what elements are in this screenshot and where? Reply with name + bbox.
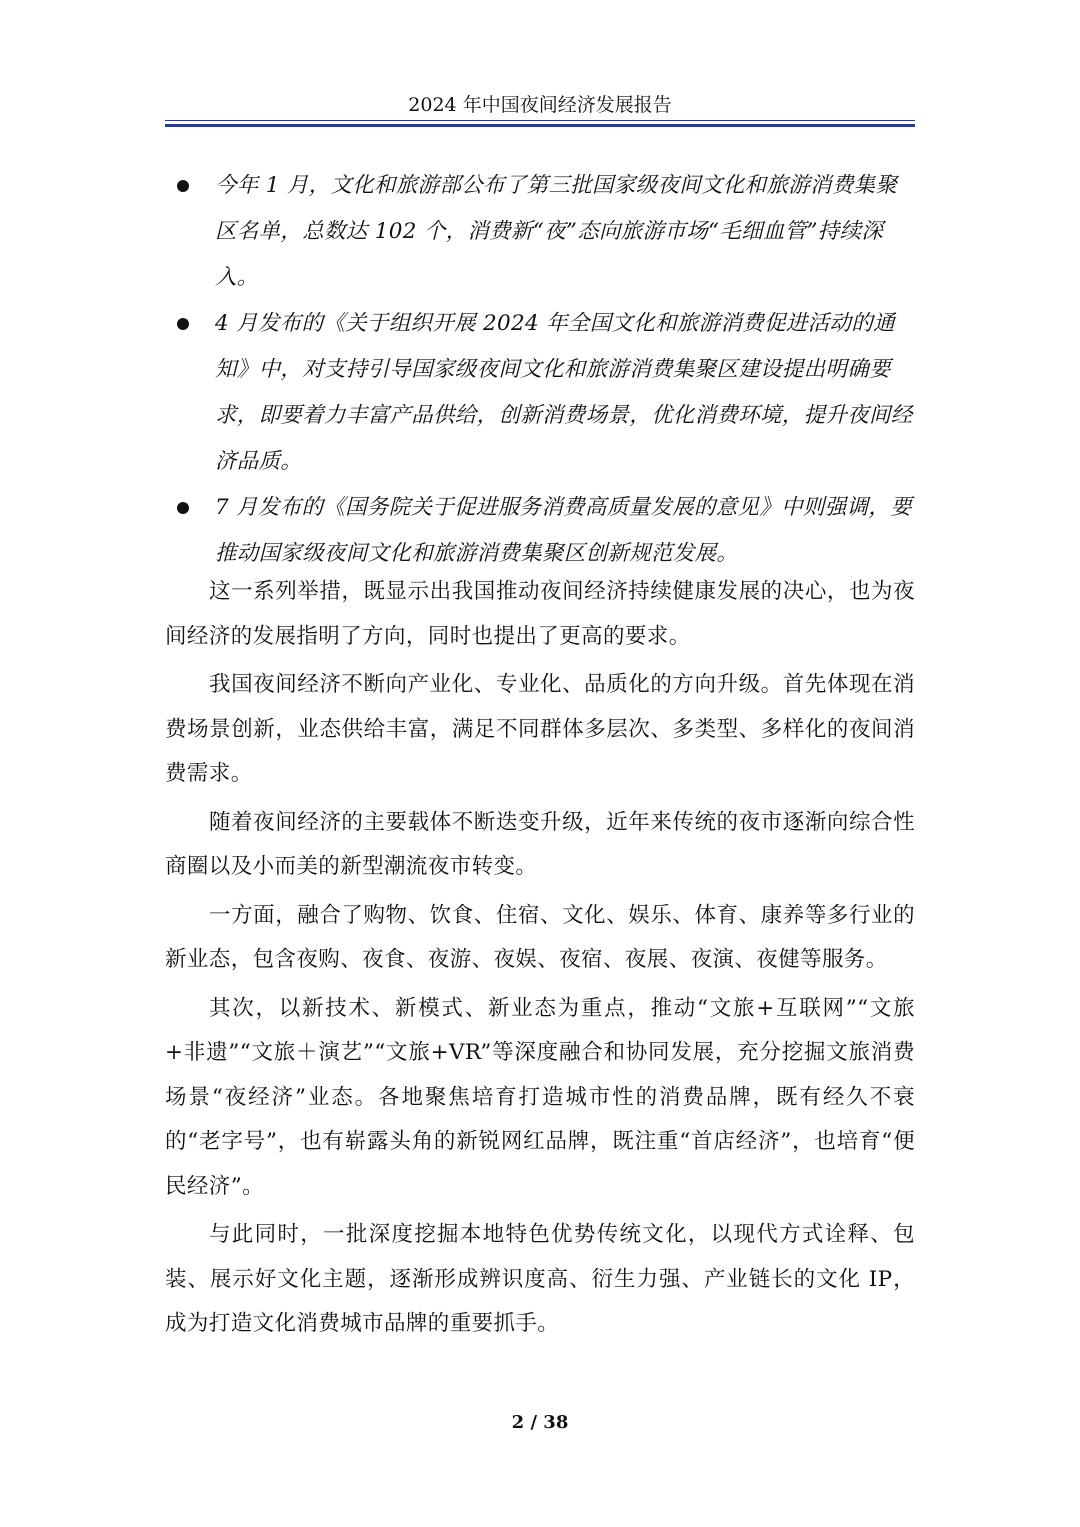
bullet-item <box>165 163 915 301</box>
bullet-text: 7 月发布的《国务院关于促进服务消费高质量发展的意见》中则强调，要推动国家级夜间文化和旅游消费集聚区创新规范发展。 <box>215 495 912 566</box>
bullet-list <box>165 163 915 577</box>
page-header-title: 2024 年中国夜间经济发展报告 <box>408 94 672 116</box>
bullet-dot-icon <box>177 180 189 192</box>
bullet-text: 今年 1 月，文化和旅游部公布了第三批国家级夜间文化和旅游消费集聚区名单，总数达 102 个，消费新“夜”态向旅游市场“毛细血管”持续深入。 <box>215 173 898 290</box>
header-rule-thick <box>165 124 915 127</box>
paragraph: 我国夜间经济不断向产业化、专业化、品质化的方向升级。首先体现在消费场景创新，业态供给丰富，满足不同群体多层次、多类型、多样化的夜间消费需求。 <box>165 672 915 786</box>
bullet-dot-icon <box>177 318 189 330</box>
paragraph: 一方面，融合了购物、饮食、住宿、文化、娱乐、体育、康养等多行业的新业态，包含夜购、夜食、夜游、夜娱、夜宿、夜展、夜演、夜健等服务。 <box>165 902 915 972</box>
bullet-item <box>165 485 915 577</box>
paragraph: 这一系列举措，既显示出我国推动夜间经济持续健康发展的决心，也为夜间经济的发展指明了方向，同时也提出了更高的要求。 <box>165 579 915 649</box>
paragraph: 与此同时，一批深度挖掘本地特色优势传统文化，以现代方式诠释、包装、展示好文化主题，逐渐形成辨识度高、衍生力强、产业链长的文化 IP，成为打造文化消费城市品牌的重要抓手。 <box>165 1222 915 1336</box>
bullet-item <box>165 301 915 485</box>
bullet-dot-icon <box>177 502 189 514</box>
paragraph: 其次，以新技术、新模式、新业态为重点，推动“文旅+互联网”“文旅+非遗”“文旅＋演艺”“文旅+VR”等深度融合和协同发展，充分挖掘文旅消费场景“夜经济”业态。各地聚焦培育打造城市性的消费品牌，既有经久不衰的“老字号”，也有崭露头角的新锐网红品牌，既注重“首店经济”，也培育“便民经济”。 <box>165 995 915 1199</box>
paragraph: 随着夜间经济的主要载体不断迭变升级，近年来传统的夜市逐渐向综合性商圈以及小而美的新型潮流夜市转变。 <box>165 809 915 879</box>
page-number: 2 / 38 <box>511 1412 569 1433</box>
body-text <box>165 570 915 1351</box>
bullet-text: 4 月发布的《关于组织开展 2024 年全国文化和旅游消费促进活动的通知》中，对支持引导国家级夜间文化和旅游消费集聚区建设提出明确要求，即要着力丰富产品供给，创新消费场景，优化消费环境，提升夜间经济品质。 <box>215 311 913 474</box>
header-rule-thin <box>165 120 915 121</box>
